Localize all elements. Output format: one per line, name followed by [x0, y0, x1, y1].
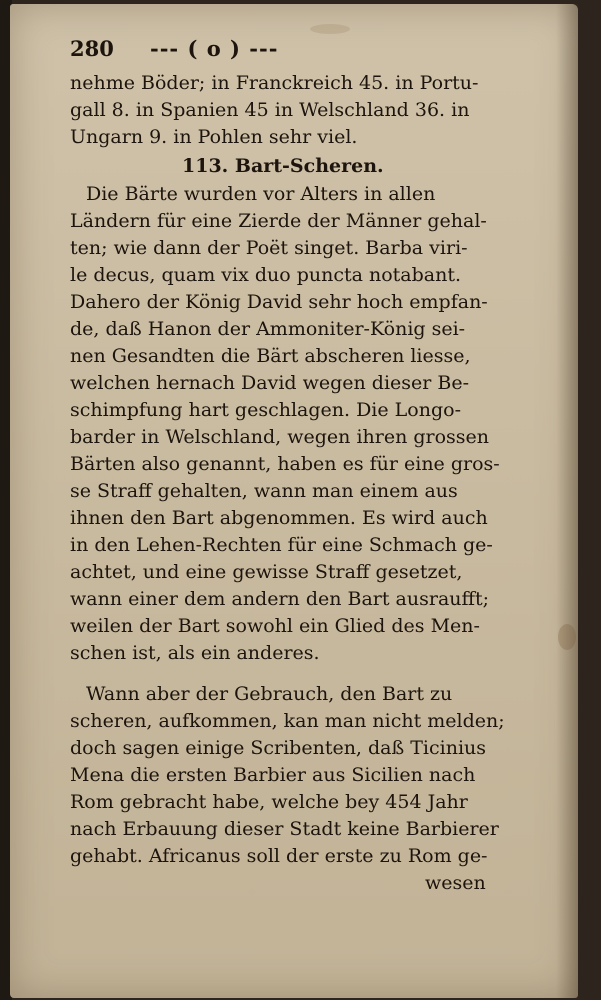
- text-line: achtet, und eine gewisse Straff gesetzet,: [70, 561, 463, 583]
- text-line: in den Lehen-Rechten für eine Schmach ge-: [70, 534, 493, 556]
- text-line: schen ist, als ein anderes.: [70, 642, 320, 664]
- page-number: 280: [70, 36, 114, 61]
- paragraph-gap: [70, 667, 540, 681]
- text-line: Rom gebracht habe, welche bey 454 Jahr: [70, 791, 468, 813]
- text-line: nach Erbauung dieser Stadt keine Barbierer: [70, 818, 499, 840]
- text-line: doch sagen einige Scribenten, daß Ticinius: [70, 737, 487, 759]
- text-line: Ländern für eine Zierde der Männer gehal-: [70, 210, 487, 232]
- text-line: ten; wie dann der Poët singet. Barba viri-: [70, 237, 468, 259]
- text-line: gall 8. in Spanien 45 in Welschland 36. in: [70, 99, 470, 121]
- text-line: welchen hernach David wegen dieser Be-: [70, 372, 470, 394]
- page-text: [70, 36, 540, 897]
- text-line: barder in Welschland, wegen ihren grossen: [70, 426, 490, 448]
- text-line: weilen der Bart sowohl ein Glied des Men-: [70, 615, 480, 637]
- stain-mark: [558, 624, 576, 650]
- paper-edge-shadow: [556, 4, 578, 998]
- stain-mark: [310, 24, 350, 34]
- text-line: Mena die ersten Barbier aus Sicilien nach: [70, 764, 476, 786]
- text-line: Dahero der König David sehr hoch empfan-: [70, 291, 488, 313]
- text-line: le decus, quam vix duo puncta notabant.: [70, 264, 462, 286]
- text-line: gehabt. Africanus soll der erste zu Rom ge-: [70, 845, 488, 867]
- text-line: Ungarn 9. in Pohlen sehr viel.: [70, 126, 358, 148]
- text-line: Die Bärte wurden vor Alters in allen: [86, 183, 436, 205]
- text-line: schimpfung hart geschlagen. Die Longo-: [70, 399, 461, 421]
- text-line: wann einer dem andern den Bart ausraufft;: [70, 588, 490, 610]
- text-line: de, daß Hanon der Ammoniter-König sei-: [70, 318, 466, 340]
- text-line: se Straff gehalten, wann man einem aus: [70, 480, 458, 502]
- text-line: ihnen den Bart abgenommen. Es wird auch: [70, 507, 488, 529]
- section-heading: 113. Bart-Scheren.: [182, 155, 384, 177]
- text-line: Bärten also genannt, haben es für eine gros-: [70, 453, 500, 475]
- paragraph-1: [70, 181, 540, 667]
- text-line: scheren, aufkommen, kan man nicht melden;: [70, 710, 505, 732]
- text-line: wesen: [425, 872, 486, 894]
- text-line: Wann aber der Gebrauch, den Bart zu: [86, 683, 453, 705]
- header-ornament: --- ( o ) ---: [150, 36, 279, 61]
- text-line: nen Gesandten die Bärt abscheren liesse,: [70, 345, 471, 367]
- text-line: nehme Böder; in Franckreich 45. in Portu-: [70, 72, 479, 94]
- paragraph-2: [70, 681, 540, 897]
- page-header: [70, 36, 540, 70]
